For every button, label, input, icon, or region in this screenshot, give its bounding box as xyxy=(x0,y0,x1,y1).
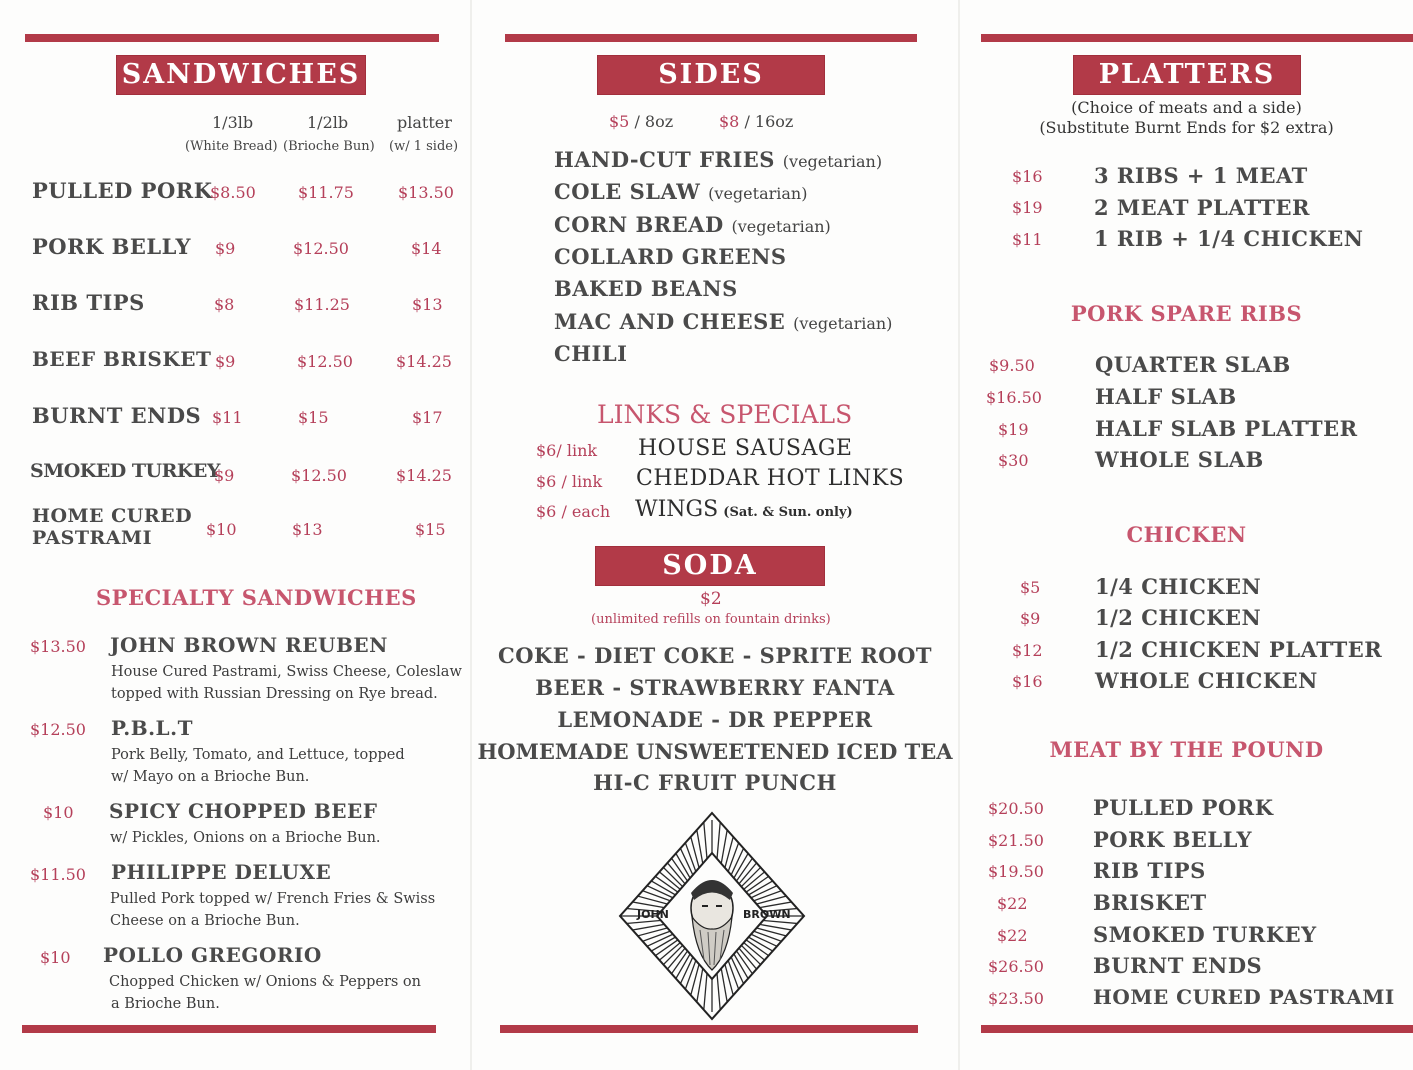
menu-item-name: BEEF BRISKET xyxy=(32,347,212,371)
specialty-desc: Pulled Pork topped w/ French Fries & Swiss xyxy=(110,891,436,907)
platter-name: 3 RIBS + 1 MEAT xyxy=(1094,163,1308,188)
platters-panel xyxy=(960,0,1413,1070)
soda-line: BEER - STRAWBERRY FANTA xyxy=(535,675,895,700)
pound-name: BRISKET xyxy=(1093,890,1207,915)
menu-item-name-line1: HOME CURED xyxy=(32,505,193,527)
sides-size-small xyxy=(609,112,673,131)
chicken-heading: CHICKEN xyxy=(1126,522,1247,547)
platter-price: $11 xyxy=(1012,230,1043,249)
chicken-price: $12 xyxy=(1012,641,1043,660)
chicken-name: 1/4 CHICKEN xyxy=(1095,574,1262,599)
ribs-name: QUARTER SLAB xyxy=(1095,352,1291,377)
soda-line: HOMEMADE UNSWEETENED ICED TEA xyxy=(477,739,953,764)
price-third: $9 xyxy=(215,239,236,258)
price-half: $15 xyxy=(298,408,329,427)
specialty-price: $11.50 xyxy=(30,865,86,884)
menu-item-name: BURNT ENDS xyxy=(32,403,202,428)
pound-price: $23.50 xyxy=(988,989,1044,1008)
price-platter: $17 xyxy=(412,408,443,427)
pound-name: RIB TIPS xyxy=(1093,858,1206,883)
specialty-heading: SPECIALTY SANDWICHES xyxy=(96,585,417,610)
sides-banner: SIDES xyxy=(597,55,825,95)
sides-price-large: $8 xyxy=(719,112,740,131)
top-rule xyxy=(25,34,439,42)
top-rule xyxy=(505,34,917,42)
link-price: $6/ link xyxy=(536,441,598,460)
link-name: CHEDDAR HOT LINKS xyxy=(636,466,905,491)
side-item xyxy=(554,276,738,301)
price-platter: $13.50 xyxy=(398,183,454,202)
side-name: COLLARD GREENS xyxy=(554,244,787,269)
specialty-desc: Chopped Chicken w/ Onions & Peppers on xyxy=(109,974,421,990)
size-header-third: 1/3lb xyxy=(212,113,254,132)
pound-name: PORK BELLY xyxy=(1093,827,1253,852)
specialty-name: P.B.L.T xyxy=(111,716,193,740)
pound-price: $26.50 xyxy=(988,957,1044,976)
soda-banner: SODA xyxy=(595,546,825,586)
sides-panel xyxy=(470,0,960,1070)
ribs-name: HALF SLAB xyxy=(1095,384,1237,409)
side-item xyxy=(554,341,627,366)
specialty-desc: Cheese on a Brioche Bun. xyxy=(110,913,300,929)
sides-size-8oz: / 8oz xyxy=(634,112,674,131)
side-item xyxy=(554,212,831,237)
price-half: $11.75 xyxy=(298,183,354,202)
specialty-price: $12.50 xyxy=(30,720,86,739)
price-platter: $14.25 xyxy=(396,466,452,485)
link-price: $6 / each xyxy=(536,502,611,521)
platters-note: (Substitute Burnt Ends for $2 extra) xyxy=(1039,118,1334,137)
sides-size-large xyxy=(719,112,793,131)
soda-line: LEMONADE - DR PEPPER xyxy=(557,707,873,732)
logo-ray xyxy=(625,934,674,957)
specialty-desc: Pork Belly, Tomato, and Lettuce, topped xyxy=(111,747,405,763)
ribs-price: $16.50 xyxy=(986,388,1042,407)
side-note: (vegetarian) xyxy=(782,152,883,171)
side-item xyxy=(554,244,787,269)
ribs-price: $19 xyxy=(998,420,1029,439)
side-item xyxy=(554,179,807,204)
price-platter: $15 xyxy=(415,520,446,539)
ribs-name: HALF SLAB PLATTER xyxy=(1095,416,1358,441)
side-name: HAND-CUT FRIES xyxy=(554,147,775,172)
menu-item-name: SMOKED TURKEY xyxy=(30,460,220,482)
size-subheader-white: (White Bread) xyxy=(185,139,278,154)
side-note: (vegetarian) xyxy=(731,217,831,236)
price-third: $9 xyxy=(214,466,235,485)
soda-note: (unlimited refills on fountain drinks) xyxy=(591,612,831,627)
price-platter: $14.25 xyxy=(396,352,452,371)
pound-name: SMOKED TURKEY xyxy=(1093,922,1317,947)
sides-size-16oz: / 16oz xyxy=(744,112,794,131)
pound-price: $22 xyxy=(997,894,1028,913)
specialty-desc: w/ Mayo on a Brioche Bun. xyxy=(111,769,310,785)
john-brown-logo xyxy=(612,805,812,1027)
logo-text-john: JOHN xyxy=(637,908,669,921)
side-name: BAKED BEANS xyxy=(554,276,738,301)
price-third: $9 xyxy=(215,352,236,371)
soda-line: HI-C FRUIT PUNCH xyxy=(593,770,837,795)
side-note: (vegetarian) xyxy=(793,314,893,333)
specialty-desc: House Cured Pastrami, Swiss Cheese, Coleslaw xyxy=(111,664,462,680)
pound-price: $20.50 xyxy=(988,799,1044,818)
pound-price: $21.50 xyxy=(988,831,1044,850)
size-subheader-brioche: (Brioche Bun) xyxy=(283,139,375,154)
pound-heading: MEAT BY THE POUND xyxy=(1049,737,1324,762)
link-name: WINGS xyxy=(635,497,719,522)
size-subheader-side: (w/ 1 side) xyxy=(389,139,459,154)
size-header-platter: platter xyxy=(397,113,452,132)
chicken-price: $5 xyxy=(1020,578,1041,597)
price-platter: $13 xyxy=(412,295,443,314)
specialty-price: $13.50 xyxy=(30,637,86,656)
price-half: $13 xyxy=(292,520,323,539)
link-note: (Sat. & Sun. only) xyxy=(723,505,853,520)
platter-name: 1 RIB + 1/4 CHICKEN xyxy=(1094,226,1364,251)
chicken-name: WHOLE CHICKEN xyxy=(1095,668,1318,693)
logo-ray xyxy=(750,934,799,957)
ribs-heading: PORK SPARE RIBS xyxy=(1070,301,1303,326)
menu-item-name: PULLED PORK xyxy=(32,178,213,203)
pound-name: BURNT ENDS xyxy=(1093,953,1263,978)
top-rule xyxy=(981,34,1413,42)
menu-item-name: PORK BELLY xyxy=(32,234,192,259)
specialty-desc: topped with Russian Dressing on Rye bread. xyxy=(111,686,438,702)
sides-price-small: $5 xyxy=(609,112,630,131)
link-name: HOUSE SAUSAGE xyxy=(638,436,853,461)
side-name: MAC AND CHEESE xyxy=(554,309,786,334)
pound-price: $19.50 xyxy=(988,862,1044,881)
side-item xyxy=(554,309,892,334)
price-third: $8.50 xyxy=(210,183,256,202)
side-note: (vegetarian) xyxy=(708,184,808,203)
bottom-rule xyxy=(981,1025,1413,1033)
price-half: $12.50 xyxy=(291,466,347,485)
side-name: CORN BREAD xyxy=(554,212,724,237)
bottom-rule xyxy=(500,1025,918,1033)
bottom-rule xyxy=(22,1025,436,1033)
chicken-name: 1/2 CHICKEN PLATTER xyxy=(1095,637,1383,662)
ribs-price: $9.50 xyxy=(989,356,1035,375)
soda-price: $2 xyxy=(700,589,722,609)
menu-item-name: RIB TIPS xyxy=(32,290,145,315)
price-half: $11.25 xyxy=(294,295,350,314)
platters-banner: PLATTERS xyxy=(1073,55,1301,95)
specialty-price: $10 xyxy=(40,948,71,967)
platter-price: $16 xyxy=(1012,167,1043,186)
specialty-desc: a Brioche Bun. xyxy=(111,996,220,1012)
links-heading: LINKS & SPECIALS xyxy=(597,400,853,429)
sandwiches-panel xyxy=(0,0,470,1070)
specialty-desc: w/ Pickles, Onions on a Brioche Bun. xyxy=(110,830,381,846)
soda-line: COKE - DIET COKE - SPRITE ROOT xyxy=(497,643,933,668)
size-header-half: 1/2lb xyxy=(307,113,349,132)
side-name: CHILI xyxy=(554,341,628,366)
side-name: COLE SLAW xyxy=(554,179,701,204)
specialty-price: $10 xyxy=(43,803,74,822)
platter-price: $19 xyxy=(1012,198,1043,217)
ribs-price: $30 xyxy=(998,451,1029,470)
pound-price: $22 xyxy=(997,926,1028,945)
platters-note: (Choice of meats and a side) xyxy=(1071,98,1302,117)
chicken-name: 1/2 CHICKEN xyxy=(1095,605,1262,630)
logo-ray xyxy=(753,923,806,932)
price-platter: $14 xyxy=(411,239,442,258)
specialty-name: JOHN BROWN REUBEN xyxy=(110,633,388,657)
price-third: $11 xyxy=(212,408,243,427)
chicken-price: $9 xyxy=(1020,609,1041,628)
price-third: $8 xyxy=(214,295,235,314)
logo-text-brown: BROWN xyxy=(743,908,791,921)
specialty-name: PHILIPPE DELUXE xyxy=(111,860,332,884)
link-item-wings xyxy=(635,497,853,522)
price-third: $10 xyxy=(206,520,237,539)
ribs-name: WHOLE SLAB xyxy=(1095,447,1264,472)
sandwiches-banner: SANDWICHES xyxy=(116,55,366,95)
specialty-name: POLLO GREGORIO xyxy=(103,943,322,967)
pound-name: HOME CURED PASTRAMI xyxy=(1093,985,1395,1009)
menu-item-name-line2: PASTRAMI xyxy=(32,527,152,549)
price-half: $12.50 xyxy=(293,239,349,258)
pound-name: PULLED PORK xyxy=(1093,795,1274,820)
specialty-name: SPICY CHOPPED BEEF xyxy=(109,799,378,823)
platter-name: 2 MEAT PLATTER xyxy=(1094,195,1310,220)
logo-ray xyxy=(750,875,799,898)
chicken-price: $16 xyxy=(1012,672,1043,691)
side-item xyxy=(554,147,882,172)
logo-ray xyxy=(617,923,670,932)
link-price: $6 / link xyxy=(536,472,603,491)
price-half: $12.50 xyxy=(297,352,353,371)
logo-ray xyxy=(625,875,674,898)
